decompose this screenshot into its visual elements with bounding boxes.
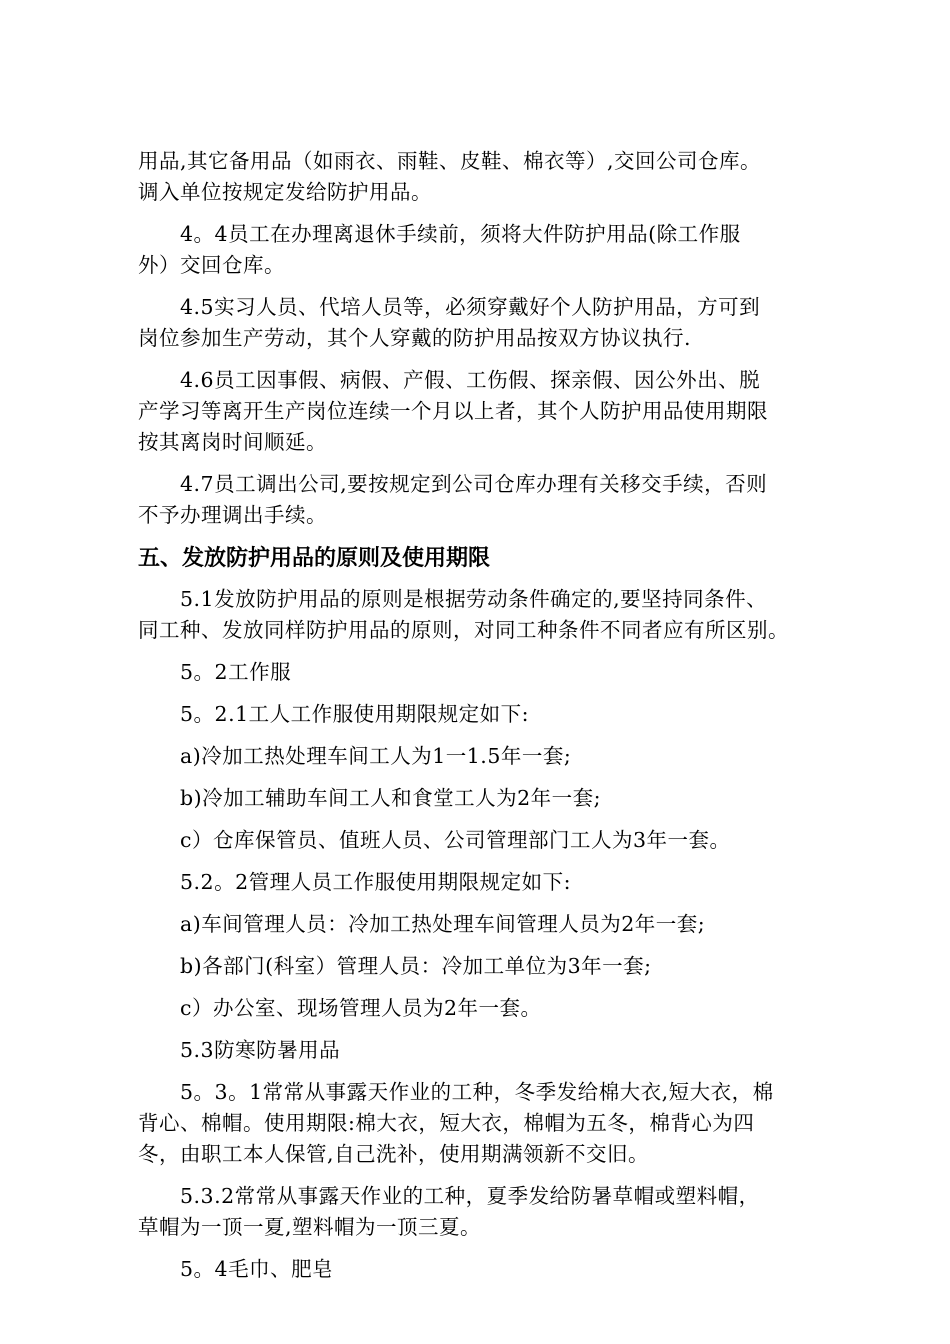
document-page — [138, 146, 828, 1296]
text-line: 5。4毛巾、肥皂 — [180, 1257, 334, 1281]
text-line: 同工种、发放同样防护用品的原则，对同工种条件不同者应有所区别。 — [138, 618, 789, 642]
list-item-a — [138, 741, 828, 772]
paragraph-4-4 — [138, 219, 828, 281]
paragraph-5-2-1 — [138, 699, 828, 730]
text-line: 调入单位按规定发给防护用品。 — [138, 180, 432, 204]
text-line: 5。3。1常常从事露天作业的工种，冬季发给棉大衣,短大衣，棉 — [180, 1080, 774, 1104]
paragraph-5-2 — [138, 657, 828, 688]
paragraph-returned-items — [138, 146, 828, 208]
text-line: 岗位参加生产劳动，其个人穿戴的防护用品按双方协议执行. — [138, 326, 692, 350]
text-line: 草帽为一顶一夏,塑料帽为一顶三夏。 — [138, 1215, 482, 1239]
text-line: b)冷加工辅助车间工人和食堂工人为2年一套; — [180, 786, 602, 810]
text-line: 5。2工作服 — [180, 660, 292, 684]
text-line: 4.7员工调出公司,要按规定到公司仓库办理有关移交手续，否则 — [180, 472, 768, 496]
text-line: a)车间管理人员：冷加工热处理车间管理人员为2年一套; — [180, 912, 706, 936]
text-line: c）办公室、现场管理人员为2年一套。 — [180, 996, 542, 1020]
list-item-a — [138, 909, 828, 940]
paragraph-4-5 — [138, 292, 828, 354]
list-item-b — [138, 951, 828, 982]
paragraph-5-3-2 — [138, 1181, 828, 1243]
paragraph-5-2-2 — [138, 867, 828, 898]
list-item-c — [138, 993, 828, 1024]
text-line: 4.5实习人员、代培人员等，必须穿戴好个人防护用品，方可到 — [180, 295, 761, 319]
text-line: 5.3.2常常从事露天作业的工种，夏季发给防暑草帽或塑料帽， — [180, 1184, 760, 1208]
paragraph-4-6 — [138, 365, 828, 458]
text-line: b)各部门(科室）管理人员：冷加工单位为3年一套; — [180, 954, 652, 978]
text-line: 5.2。2管理人员工作服使用期限规定如下: — [180, 870, 572, 894]
section-heading: 五、发放防护用品的原则及使用期限 — [138, 546, 491, 571]
text-line: 不予办理调出手续。 — [138, 503, 327, 527]
paragraph-5-3-1 — [138, 1077, 828, 1170]
text-line: a)冷加工热处理车间工人为1一1.5年一套; — [180, 744, 572, 768]
text-line: 外）交回仓库。 — [138, 253, 285, 277]
list-item-c — [138, 825, 828, 856]
text-line: 5。2.1工人工作服使用期限规定如下: — [180, 702, 530, 726]
text-line: 冬，由职工本人保管,自己洗补，使用期满领新不交旧。 — [138, 1142, 650, 1166]
text-line: 4。4员工在办理离退休手续前，须将大件防护用品(除工作服 — [180, 222, 741, 246]
list-item-b — [138, 783, 828, 814]
paragraph-4-7 — [138, 469, 828, 531]
paragraph-5-4 — [138, 1254, 828, 1285]
paragraph-5-3 — [138, 1035, 828, 1066]
text-line: 5.3防寒防暑用品 — [180, 1038, 341, 1062]
text-line: 4.6员工因事假、病假、产假、工伤假、探亲假、因公外出、脱 — [180, 368, 761, 392]
text-line: 按其离岗时间顺延。 — [138, 430, 327, 454]
text-line: 产学习等离开生产岗位连续一个月以上者，其个人防护用品使用期限 — [138, 399, 768, 423]
text-line: 背心、棉帽。使用期限:棉大衣，短大衣，棉帽为五冬，棉背心为四 — [138, 1111, 755, 1135]
text-line: c）仓库保管员、值班人员、公司管理部门工人为3年一套。 — [180, 828, 731, 852]
text-line: 用品,其它备用品（如雨衣、雨鞋、皮鞋、棉衣等）,交回公司仓库。 — [138, 149, 762, 173]
paragraph-5-1 — [138, 584, 828, 646]
text-line: 5.1发放防护用品的原则是根据劳动条件确定的,要坚持同条件、 — [180, 587, 768, 611]
